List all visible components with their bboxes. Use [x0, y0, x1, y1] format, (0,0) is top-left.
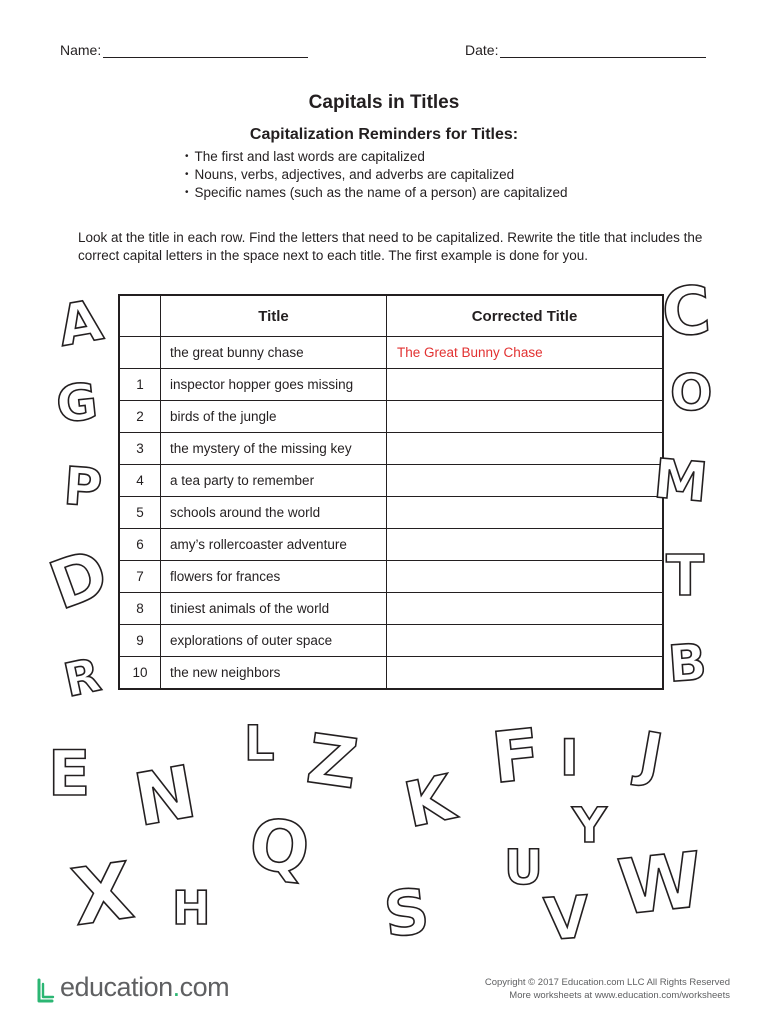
date-field[interactable]: [465, 42, 706, 58]
example-corrected: The Great Bunny Chase: [387, 337, 664, 369]
letter-outline: H: [172, 881, 211, 935]
table-row: [119, 593, 663, 625]
row-title: amy’s rollercoaster adventure: [161, 529, 387, 561]
table-row: [119, 465, 663, 497]
letter-outline: O: [670, 364, 713, 422]
row-number: [119, 337, 161, 369]
instructions: Look at the title in each row. Find the letters that need to be capitalized. Rewrite the title that includes the correct capital letters in the space next to each title. The first example is done for you.: [78, 230, 703, 263]
letter-outline: G: [53, 372, 101, 435]
row-title: the great bunny chase: [161, 337, 387, 369]
row-number: 1: [119, 369, 161, 401]
answer-cell[interactable]: [387, 593, 664, 625]
reminders-list: [185, 148, 567, 202]
letter-outline: L: [244, 716, 275, 772]
row-title: the mystery of the missing key: [161, 433, 387, 465]
table-row: [119, 369, 663, 401]
letter-outline: A: [53, 288, 108, 360]
letter-outline: B: [666, 632, 709, 694]
table-row: [119, 401, 663, 433]
letter-outline: D: [40, 533, 118, 625]
logo-tld: com: [179, 972, 230, 1002]
titles-table: [118, 294, 664, 690]
date-line[interactable]: [500, 43, 706, 58]
row-title: flowers for frances: [161, 561, 387, 593]
table-header-row: [119, 295, 663, 337]
row-title: a tea party to remember: [161, 465, 387, 497]
logo-dot: .: [172, 972, 180, 1002]
row-title: birds of the jungle: [161, 401, 387, 433]
answer-cell[interactable]: [387, 561, 664, 593]
name-label: Name:: [60, 42, 102, 58]
letter-outline: X: [66, 846, 139, 944]
table-row: [119, 497, 663, 529]
answer-cell[interactable]: [387, 625, 664, 657]
answer-cell[interactable]: [387, 369, 664, 401]
answer-cell[interactable]: [387, 401, 664, 433]
letter-outline: T: [666, 544, 705, 609]
letter-outline: P: [61, 456, 104, 520]
header-title: Title: [161, 295, 387, 337]
reminder-item: • The first and last words are capitalized: [185, 148, 567, 166]
book-icon: [36, 976, 56, 1004]
letter-outline: I: [560, 729, 579, 787]
header-corrected: Corrected Title: [387, 295, 664, 337]
example-row: [119, 337, 663, 369]
footer-note: [485, 976, 730, 1002]
letter-outline: N: [128, 749, 203, 843]
row-number: 4: [119, 465, 161, 497]
reminder-item: • Nouns, verbs, adjectives, and adverbs are capitalized: [185, 166, 567, 184]
letter-outline: R: [59, 647, 106, 708]
letter-outline: E: [48, 737, 91, 810]
row-number: 6: [119, 529, 161, 561]
letter-outline: K: [398, 760, 461, 842]
answer-cell[interactable]: [387, 657, 664, 690]
letter-outline: U: [504, 840, 543, 896]
more-worksheets-link[interactable]: More worksheets at www.education.com/worksheets: [509, 990, 730, 1001]
table-row: [119, 433, 663, 465]
letter-outline: J: [633, 719, 668, 792]
logo-wordmark: [60, 972, 229, 1003]
row-title: schools around the world: [161, 497, 387, 529]
reminder-item: • Specific names (such as the name of a person) are capitalized: [185, 184, 567, 202]
table-row: [119, 529, 663, 561]
header-number: [119, 295, 161, 337]
letter-outline: Z: [302, 719, 363, 805]
letter-outline: S: [380, 874, 433, 952]
name-line[interactable]: [103, 43, 308, 58]
row-number: 7: [119, 561, 161, 593]
date-label: Date:: [465, 42, 499, 58]
letter-outline: V: [541, 882, 592, 954]
reminders-heading: Capitalization Reminders for Titles:: [249, 126, 519, 143]
table-row: [119, 657, 663, 690]
letter-outline: Y: [572, 798, 607, 854]
row-title: tiniest animals of the world: [161, 593, 387, 625]
answer-cell[interactable]: [387, 465, 664, 497]
worksheet-title: Capitals in Titles: [308, 92, 460, 113]
table-row: [119, 625, 663, 657]
row-number: 2: [119, 401, 161, 433]
answer-cell[interactable]: [387, 497, 664, 529]
letter-outline: Q: [245, 803, 314, 891]
letter-outline: M: [651, 446, 711, 515]
row-number: 10: [119, 657, 161, 690]
letter-outline: F: [487, 713, 545, 800]
letter-outline: W: [613, 834, 707, 933]
answer-cell[interactable]: [387, 529, 664, 561]
letter-outline: C: [659, 271, 714, 352]
row-title: explorations of outer space: [161, 625, 387, 657]
row-number: 5: [119, 497, 161, 529]
row-number: 8: [119, 593, 161, 625]
copyright-text: Copyright © 2017 Education.com LLC All Rights Reserved: [484, 977, 730, 988]
row-number: 3: [119, 433, 161, 465]
table-row: [119, 561, 663, 593]
row-title: inspector hopper goes missing: [161, 369, 387, 401]
answer-cell[interactable]: [387, 433, 664, 465]
row-title: the new neighbors: [161, 657, 387, 690]
logo-word: education: [60, 972, 173, 1002]
row-number: 9: [119, 625, 161, 657]
name-field[interactable]: [60, 42, 308, 58]
